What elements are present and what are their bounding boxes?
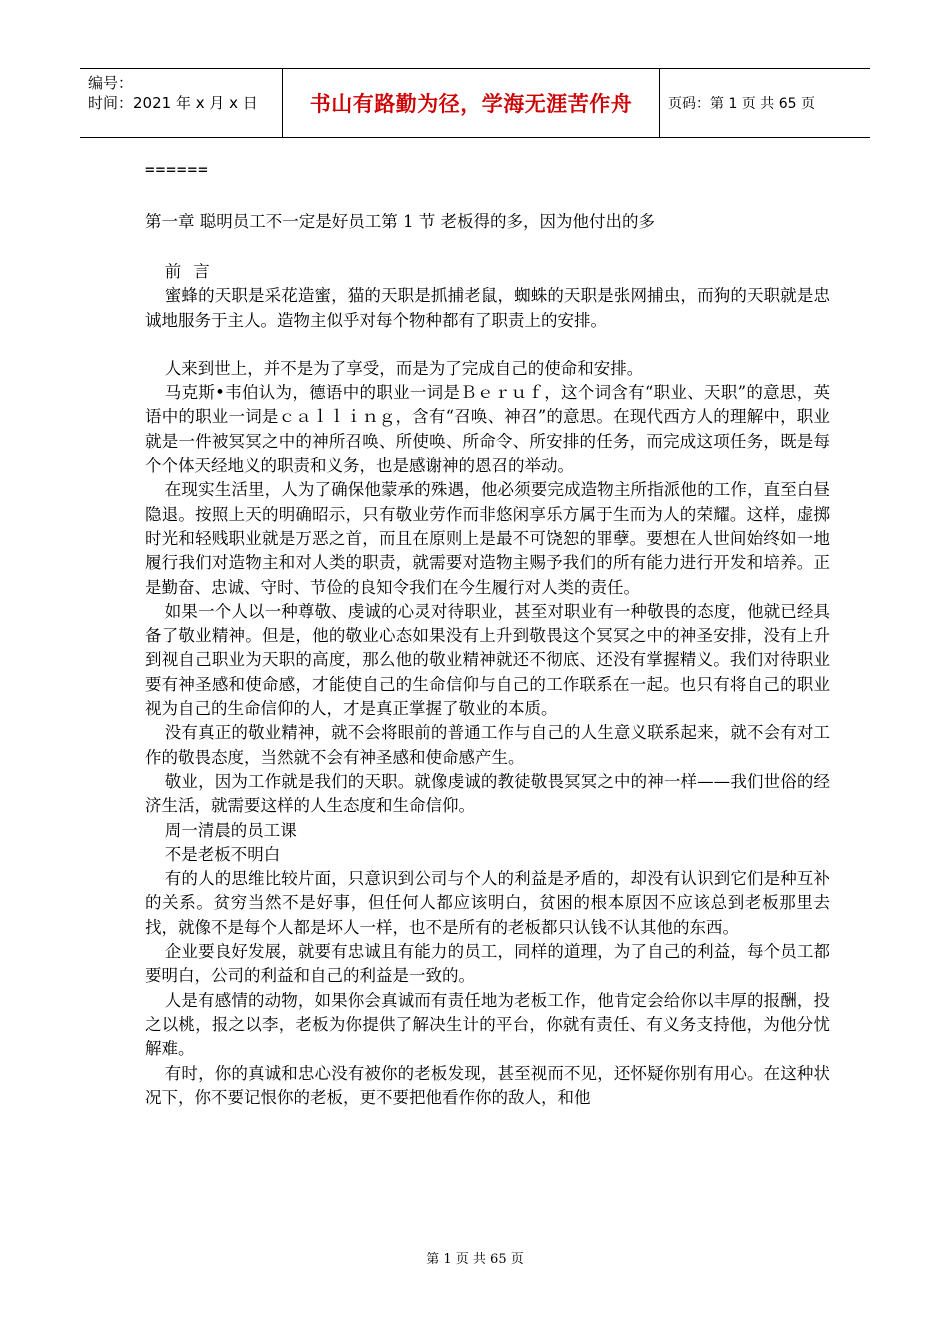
paragraph: 马克斯•韦伯认为，德语中的职业一词是Ｂｅｒｕｆ，这个词含有“职业、天职”的意思，英语中的职业一词是ｃａｌｌｉｎｇ，含有“召唤、神召”的意思。在现代西方人的理解中，职业就是一件被冥冥之中的神所召唤、所使唤、所命令、所安排的任务，而完成这项任务，既是每个个体天经地义的职责和义务，也是感谢神的恩召的举动。 bbox=[145, 383, 830, 476]
paragraph: 人是有感情的动物，如果你会真诚而有责任地为老板工作，他肯定会给你以丰厚的报酬，投之以桃，报之以李，老板为你提供了解决生计的平台，你就有责任、有义务支持他，为他分忧解难。 bbox=[145, 990, 830, 1059]
paragraph: 敬业，因为工作就是我们的天职。就像虔诚的教徒敬畏冥冥之中的神一样——我们世俗的经济生活，就需要这样的人生态度和生命信仰。 bbox=[145, 771, 830, 816]
paragraph-preface: 前言 bbox=[164, 262, 222, 281]
paragraph: 蜜蜂的天职是采花造蜜，猫的天职是抓捕老鼠，蜘蛛的天职是张网捕虫，而狗的天职就是忠诚地服务于主人。造物主似乎对每个物种都有了职责上的安排。 bbox=[145, 286, 830, 330]
page-header bbox=[80, 68, 870, 138]
time-label: 时间：2021 年 x 月 x 日 bbox=[88, 94, 258, 112]
motto-text: 书山有路勤为径，学海无涯苦作舟 bbox=[309, 92, 633, 116]
separator-line: ====== bbox=[145, 160, 209, 179]
paragraph: 有时，你的真诚和忠心没有被你的老板发现，甚至视而不见，还怀疑你别有用心。在这种状况下，你不要记恨你的老板，更不要把他看作你的敌人，和他 bbox=[145, 1063, 830, 1107]
page-code: 页码：第 1 页 共 65 页 bbox=[668, 96, 815, 112]
section-heading: 周一清晨的员工课 bbox=[164, 820, 297, 840]
number-label: 编号： bbox=[88, 74, 134, 92]
header-left-cell bbox=[80, 69, 282, 137]
header-page-code-cell bbox=[660, 69, 870, 137]
paragraph: 人来到世上，并不是为了享受，而是为了完成自己的使命和安排。 bbox=[164, 358, 644, 378]
paragraph: 有的人的思维比较片面，只意识到公司与个人的利益是矛盾的，却没有认识到它们是种互补的关系。贫穷当然不是好事，但任何人都应该明白，贫困的根本原因不应该总到老板那里去找，就像不是每个人都是坏人一样，也不是所有的老板都只认钱不认其他的东西。 bbox=[145, 869, 830, 937]
paragraph: 在现实生活里，人为了确保他蒙承的殊遇，他必须要完成造物主所指派他的工作，直至白昼隐退。按照上天的明确昭示，只有敬业劳作而非悠闲享乐方属于生而为人的荣耀。这样，虚掷时光和轻贱职业就是万恶之首，而且在原则上是最不可饶恕的罪孽。要想在人世间始终如一地履行我们对造物主和对人类的职责，就需要对造物主赐予我们的所有能力进行开发和培养。正是勤奋、忠诚、守时、节俭的良知令我们在今生履行对人类的责任。 bbox=[145, 480, 830, 597]
chapter-title: 第一章 聪明员工不一定是好员工第 1 节 老板得的多，因为他付出的多 bbox=[145, 212, 655, 231]
header-motto-cell bbox=[282, 69, 660, 137]
paragraph: 如果一个人以一种尊敬、虔诚的心灵对待职业，甚至对职业有一种敬畏的态度，他就已经具备了敬业精神。但是，他的敬业心态如果没有上升到敬畏这个冥冥之中的神圣安排，没有上升到视自己职业为天职的高度，那么他的敬业精神就还不彻底、还没有掌握精义。我们对待职业要有神圣感和使命感，才能使自己的生命信仰与自己的工作联系在一起。也只有将自己的职业视为自己的生命信仰的人，才是真正掌握了敬业的本质。 bbox=[145, 601, 830, 719]
paragraph: 企业要良好发展，就要有忠诚且有能力的员工，同样的道理，为了自己的利益，每个员工都要明白，公司的利益和自己的利益是一致的。 bbox=[145, 942, 830, 986]
body-text bbox=[145, 260, 830, 1110]
page-footer: 第 1 页 共 65 页 bbox=[426, 1252, 524, 1267]
paragraph: 没有真正的敬业精神，就不会将眼前的普通工作与自己的人生意义联系起来，就不会有对工作的敬畏态度，当然就不会有神圣感和使命感产生。 bbox=[145, 723, 830, 767]
section-heading: 不是老板不明白 bbox=[164, 844, 281, 864]
